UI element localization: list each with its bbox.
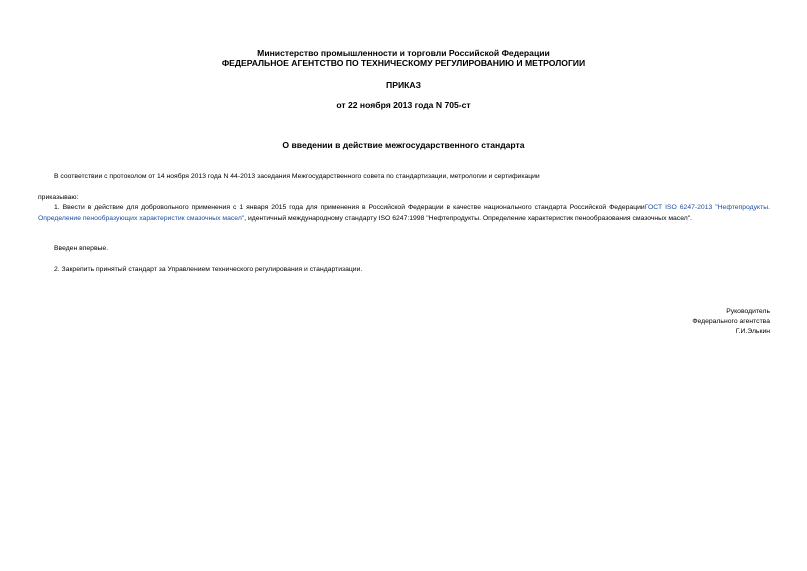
document-date-number: от 22 ноября 2013 года N 705-ст <box>336 100 471 110</box>
signature-title-line1: Руководитель <box>726 308 770 315</box>
item-1-paragraph <box>38 202 770 224</box>
signature-title-line2: Федерального агентства <box>692 318 770 325</box>
item-2-paragraph: 2. Закрепить принятый стандарт за Управлением технического регулирования и стандартизации. <box>54 266 363 273</box>
agency-name: ФЕДЕРАЛЬНОЕ АГЕНТСТВО ПО ТЕХНИЧЕСКОМУ РЕГУЛИРОВАНИЮ И МЕТРОЛОГИИ <box>221 58 586 68</box>
introduced-first-note: Введен впервые. <box>54 245 109 252</box>
ministry-name: Министерство промышленности и торговли Российской Федерации <box>257 48 550 58</box>
standard-link[interactable]: ГОСТ ISO 6247-2013 "Нефтепродукты. Определение пенообразующих характеристик смазочных масел" <box>38 204 770 222</box>
document-subject: О введении в действие межгосударственного стандарта <box>282 140 525 150</box>
document-type: ПРИКАЗ <box>386 80 421 90</box>
order-word: приказываю: <box>38 194 79 201</box>
item-1-text-before: 1. Ввести в действие для добровольного применения с 1 января 2015 года для применения в Российской Федерации в качестве национального стандарта Российской Федерации <box>54 204 645 211</box>
item-1-text-after: , идентичный международному стандарту ISO 6247:1998 "Нефтепродукты. Определение характеристик пенообразования смазочных масел". <box>244 215 693 222</box>
preamble-text: В соответствии с протоколом от 14 ноября 2013 года N 44-2013 заседания Межгосударственного совета по стандартизации, метрологии и сертификации <box>54 173 540 180</box>
signature-name: Г.И.Элькин <box>735 328 770 335</box>
